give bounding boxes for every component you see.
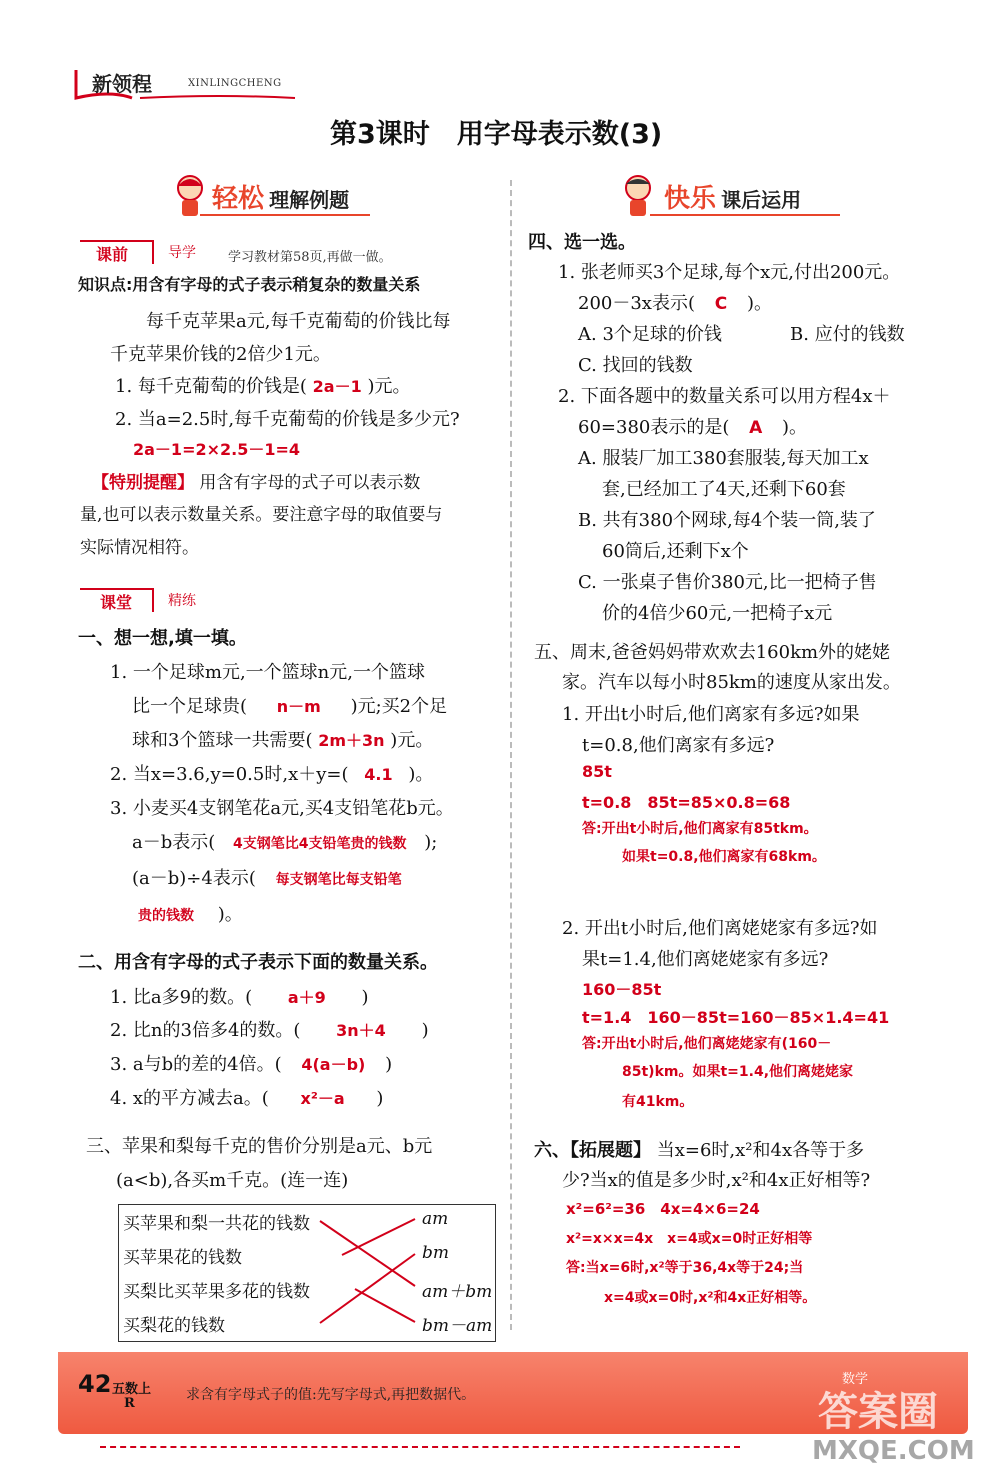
match-line-4 (320, 1254, 415, 1323)
s4-q2-optB-1: B. 共有380个网球,每4个装一筒,装了 (578, 510, 876, 531)
watermark-url: MXQE.COM (812, 1436, 975, 1466)
footer-edition: R (124, 1396, 135, 1411)
s4-q2-optB-2: 60筒后,还剩下x个 (602, 541, 749, 562)
s4-q1-optA: A. 3个足球的价钱 (578, 324, 722, 345)
s4-q1-optB: B. 应付的钱数 (790, 324, 905, 345)
s2-item-1-post: ) (361, 987, 369, 1008)
s1-q3-line-b (132, 828, 437, 854)
s1-q3-c-answer: 每支钢笔比每支铅笔 (275, 872, 402, 888)
s4-q1-b-text: 200－3x表示( (578, 293, 695, 314)
example-line-2: 千克苹果价钱的2倍少1元。 (110, 344, 331, 365)
match-right-2[interactable]: bm (422, 1243, 450, 1263)
s5-q1-answer-3: 答:开出t小时后,他们离家有85tkm。 (582, 821, 818, 837)
s5-q2-answer-2: t=1.4 160－85t=160－85×1.4=41 (582, 1008, 890, 1027)
example-q1-answer: 2a－1 (312, 377, 362, 396)
s1-q1-c-post: )元。 (390, 730, 434, 751)
s6-answer-1: x²=6²=36 4x=4×6=24 (566, 1200, 760, 1218)
brand-cn: 新领程 (92, 72, 152, 96)
s5-q2-answer-3: 答:开出t小时后,他们离姥姥家有(160－ (582, 1036, 832, 1052)
s1-q2-text: 2. 当x=3.6,y=0.5时,x＋y=( (110, 764, 349, 785)
s1-q1-c-text: 球和3个篮球一共需要( (132, 730, 313, 751)
s5-q1-answer-4: 如果t=0.8,他们离家有68km。 (622, 849, 826, 865)
s6-answer-2: x²=x×x=4x x=4或x=0时正好相等 (566, 1231, 813, 1247)
s2-item-3-post: ) (385, 1054, 393, 1075)
match-line-2 (342, 1219, 415, 1255)
left-banner-underline (200, 214, 370, 216)
s1-q1-line-b (132, 692, 447, 718)
kt-sub: 精练 (168, 593, 196, 609)
knowledge-point: 知识点:用含有字母的式子表示稍复杂的数量关系 (78, 275, 421, 294)
s3-line-2: (a<b),各买m千克。(连一连) (116, 1170, 349, 1191)
s3-line-1: 三、苹果和梨每千克的售价分别是a元、b元 (86, 1136, 433, 1157)
s1-q1-b-text: 比一个足球贵( (132, 696, 248, 717)
s2-item-4-text: 4. x的平方减去a。( (110, 1088, 269, 1109)
match-line-1 (320, 1221, 415, 1286)
s1-q3-line-a: 3. 小麦买4支钢笔花a元,买4支铅笔花b元。 (110, 798, 454, 819)
watermark-logo: 答案圈 (818, 1389, 938, 1435)
match-right-3[interactable]: am＋bm (422, 1282, 493, 1302)
left-banner (212, 178, 349, 215)
footer-dashes (100, 1446, 740, 1448)
s5-q2-answer-5: 有41km。 (622, 1094, 694, 1110)
s1-q3-d-answer: 贵的钱数 (138, 908, 194, 924)
left-banner-rest: 理解例题 (269, 188, 350, 212)
tip-label: 【特别提醒】 (92, 473, 194, 493)
s5-q1-answer-2: t=0.8 85t=85×0.8=68 (582, 793, 791, 812)
s2-item-4-post: ) (376, 1088, 384, 1109)
match-right-1[interactable]: am (422, 1209, 449, 1229)
section-2-title: 二、用含有字母的式子表示下面的数量关系。 (78, 952, 438, 973)
s4-q1-b-post: )。 (746, 293, 772, 314)
right-banner-underline (650, 214, 840, 216)
s2-item-1 (110, 983, 369, 1009)
kq-tag: 课前 (96, 245, 129, 264)
s1-q3-b-answer: 4支钢笔比4支铅笔贵的钱数 (233, 836, 407, 852)
tip-text-1: 用含有字母的式子可以表示数 (199, 473, 421, 493)
example-q1 (115, 372, 411, 398)
s4-q2-a: 2. 下面各题中的数量关系可以用方程4x＋ (558, 386, 891, 407)
match-line-3 (355, 1289, 415, 1322)
example-q1-post: )元。 (367, 376, 411, 397)
tip-line-2: 量,也可以表示数量关系。要注意字母的取值要与 (80, 505, 443, 525)
section-1-title: 一、想一想,填一填。 (78, 628, 247, 649)
s1-q3-b-post: ); (424, 832, 438, 853)
s4-q1-optC: C. 找回的钱数 (578, 355, 693, 376)
s5-line-2: 家。汽车以每小时85km的速度从家出发。 (562, 672, 901, 693)
match-left-3[interactable]: 买梨比买苹果多花的钱数 (123, 1282, 310, 1302)
s6-answer-4: x=4或x=0时,x²和4x正好相等。 (604, 1290, 817, 1306)
banner-boy-icon (618, 172, 658, 224)
s1-q3-c-text: (a－b)÷4表示( (132, 868, 256, 889)
kq-sub: 导学 (168, 245, 196, 261)
section-4-title: 四、选一选。 (528, 232, 636, 253)
s5-q1-a: 1. 开出t小时后,他们离家有多远?如果 (562, 704, 860, 725)
right-banner-rest: 课后运用 (721, 188, 802, 212)
left-banner-em: 轻松 (212, 184, 265, 214)
s4-q2-optC-2: 价的4倍少60元,一把椅子x元 (602, 603, 833, 624)
s5-q1-b: t=0.8,他们离家有多远? (582, 735, 775, 756)
s5-q2-a: 2. 开出t小时后,他们离姥姥家有多远?如 (562, 918, 878, 939)
s2-item-2-answer: 3n＋4 (336, 1021, 386, 1040)
page-title: 第3课时 用字母表示数(3) (330, 119, 663, 150)
matching-lines (300, 1204, 430, 1340)
s4-q2-optC-1: C. 一张桌子售价380元,比一把椅子售 (578, 572, 877, 593)
example-q2: 2. 当a=2.5时,每千克葡萄的价钱是多少元? (115, 409, 460, 430)
s2-item-3-answer: 4(a－b) (301, 1055, 366, 1074)
match-left-1[interactable]: 买苹果和梨一共花的钱数 (123, 1214, 310, 1234)
s1-q3-d-post: )。 (217, 904, 243, 925)
s2-item-2-post: ) (421, 1020, 429, 1041)
kq-note: 学习教材第58页,再做一做。 (228, 250, 392, 265)
s1-q1-b-post: )元;买2个足 (350, 696, 448, 717)
kt-tag: 课堂 (100, 593, 133, 612)
s2-item-1-text: 1. 比a多9的数。( (110, 987, 253, 1008)
s4-q2-b (578, 413, 807, 439)
s4-q2-b-text: 60=380表示的是( (578, 417, 730, 438)
s4-q1-answer: C (714, 294, 728, 314)
footer-subject: 数学 (842, 1372, 869, 1387)
s6-line-2: 少?当x的值是多少时,x²和4x正好相等? (562, 1170, 871, 1191)
s4-q2-b-post: )。 (782, 417, 808, 438)
s1-q1-line-a: 1. 一个足球m元,一个篮球n元,一个篮球 (110, 662, 425, 683)
s2-item-4 (110, 1084, 383, 1110)
match-left-2[interactable]: 买苹果花的钱数 (123, 1248, 242, 1268)
page-number: 42 (78, 1370, 112, 1398)
s4-q1-a: 1. 张老师买3个足球,每个x元,付出200元。 (558, 262, 901, 283)
s1-q2-post: )。 (408, 764, 434, 785)
right-banner-em: 快乐 (664, 184, 717, 214)
footer-grade: 五数上 (112, 1382, 152, 1397)
s1-q1-b-answer: n－m (276, 697, 321, 716)
match-right-4[interactable]: bm－am (422, 1316, 493, 1336)
footer-tip: 求含有字母式子的值:先写字母式,再把数据代。 (186, 1387, 476, 1403)
s1-q1-c-answer: 2m＋3n (318, 731, 385, 750)
s5-q2-b: 果t=1.4,他们离姥姥家有多远? (582, 949, 829, 970)
s6-line-1-text: 当x=6时,x²和4x各等于多 (656, 1140, 865, 1161)
s4-q2-optA-2: 套,已经加工了4天,还剩下60套 (602, 479, 846, 500)
s4-q1-b (578, 289, 772, 315)
s1-q2 (110, 760, 433, 786)
s1-q3-line-d (138, 900, 243, 926)
match-left-4[interactable]: 买梨花的钱数 (123, 1316, 225, 1336)
s5-q2-answer-4: 85t)km。如果t=1.4,他们离姥姥家 (622, 1064, 854, 1080)
example-q2-answer: 2a－1=2×2.5－1=4 (133, 440, 301, 459)
s2-item-3 (110, 1050, 392, 1076)
column-divider (510, 180, 512, 1330)
s6-line-1 (534, 1136, 864, 1162)
example-line-1: 每千克苹果a元,每千克葡萄的价钱比每 (146, 311, 451, 332)
s5-q2-answer-1: 160－85t (582, 980, 662, 999)
s6-answer-3: 答:当x=6时,x²等于36,4x等于24;当 (566, 1260, 804, 1276)
tip-line-3: 实际情况相符。 (80, 538, 199, 558)
s2-item-2 (110, 1016, 429, 1042)
s6-label: 六、【拓展题】 (534, 1140, 651, 1161)
brand-pinyin: XINLINGCHENG (188, 78, 282, 89)
banner-girl-icon (170, 172, 210, 224)
s4-q2-optA-1: A. 服装厂加工380套服装,每天加工x (578, 448, 869, 469)
tip-line-1 (92, 468, 420, 493)
s5-q1-answer-1: 85t (582, 762, 612, 781)
s2-item-3-text: 3. a与b的差的4倍。( (110, 1054, 282, 1075)
s4-q2-answer: A (749, 418, 763, 438)
example-q1-text: 1. 每千克葡萄的价钱是( (115, 376, 307, 397)
s5-line-1: 五、周末,爸爸妈妈带欢欢去160km外的姥姥 (534, 642, 891, 663)
s2-item-2-text: 2. 比n的3倍多4的数。( (110, 1020, 301, 1041)
s1-q3-b-text: a－b表示( (132, 832, 216, 853)
right-banner (664, 178, 801, 215)
s1-q2-answer: 4.1 (364, 765, 393, 784)
s1-q1-line-c (132, 726, 433, 752)
s2-item-1-answer: a＋9 (287, 988, 326, 1007)
s1-q3-line-c (132, 864, 402, 890)
s2-item-4-answer: x²－a (300, 1089, 345, 1108)
